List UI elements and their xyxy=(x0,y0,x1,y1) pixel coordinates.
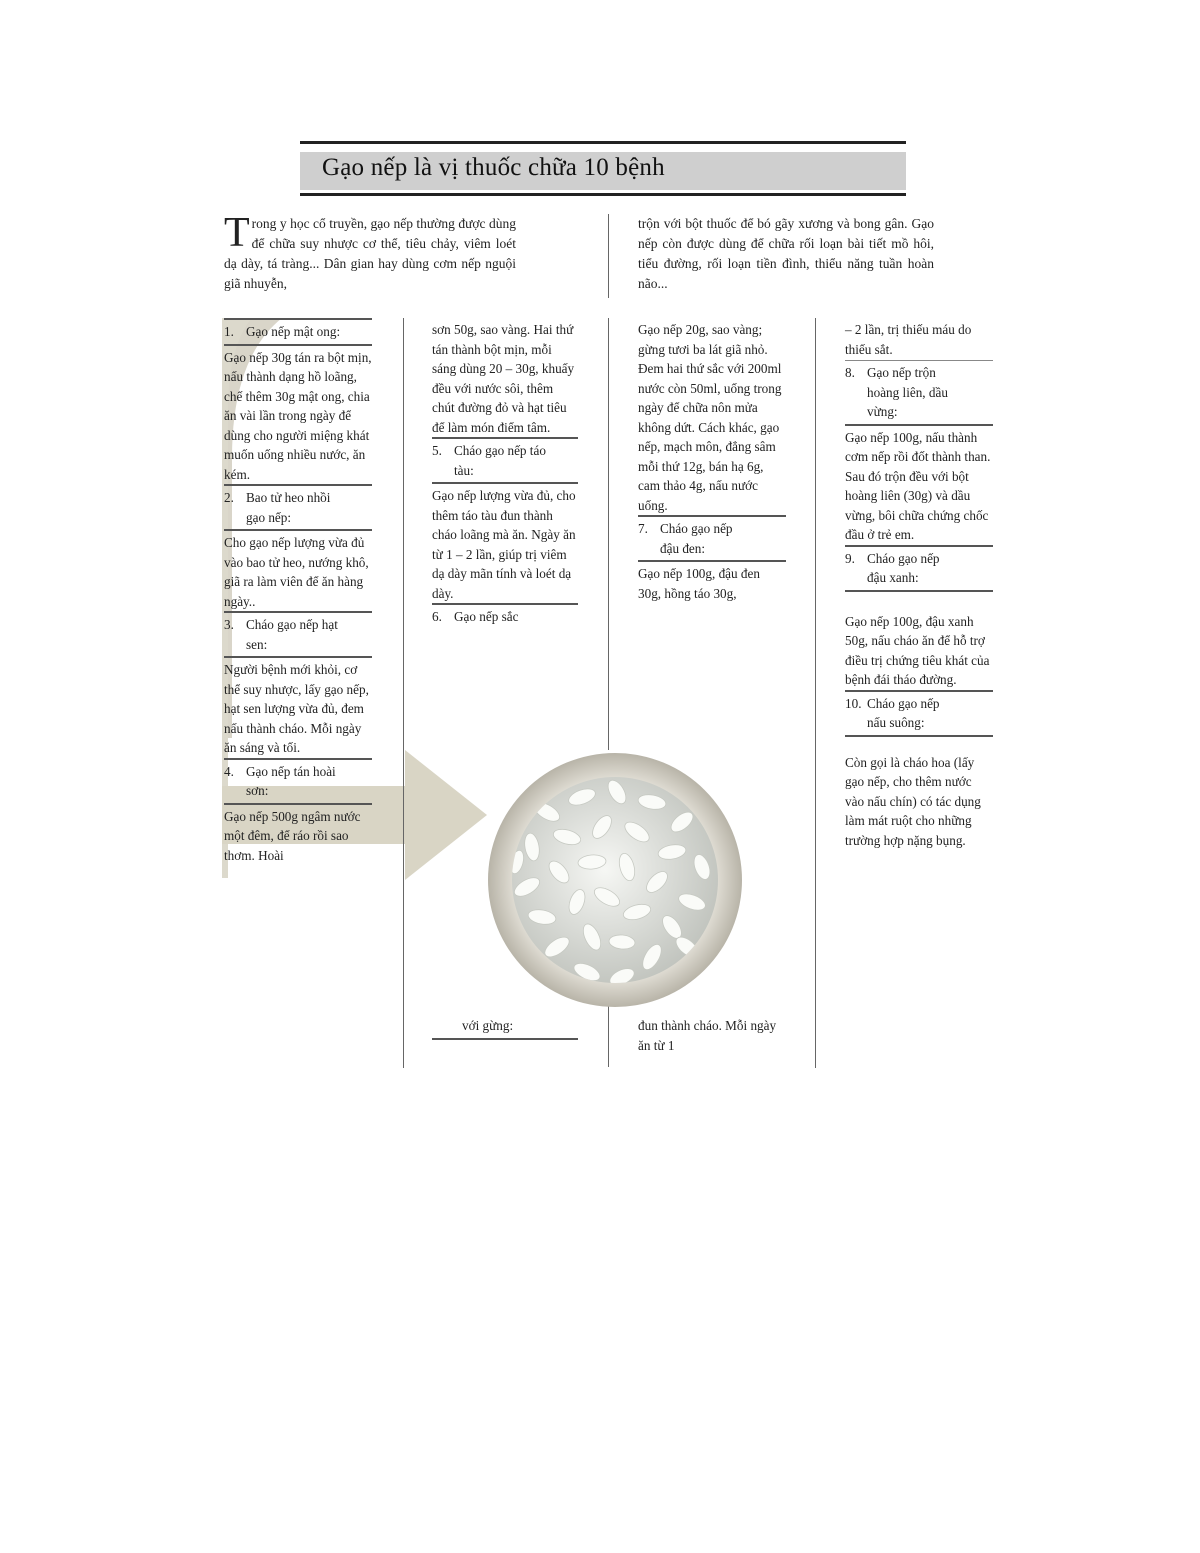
column-divider-2 xyxy=(608,318,609,750)
recipe-5-heading xyxy=(432,437,578,484)
recipe-2-number: 2. xyxy=(224,490,234,505)
recipe-7-heading xyxy=(638,515,786,562)
column-divider-1 xyxy=(403,318,404,1068)
page-title: Gạo nếp là vị thuốc chữa 10 bệnh xyxy=(322,154,665,181)
recipe-7-title: Cháo gạo nếp đậu đen: xyxy=(660,521,733,556)
recipe-5-body: Gạo nếp lượng vừa đủ, cho thêm táo tàu đun thành cháo loãng mà ăn. Ngày ăn từ 1 – 2 lần, giúp trị viêm dạ dày mãn tính và loét dạ dày. xyxy=(432,488,576,601)
title-rule-top xyxy=(300,141,906,146)
recipe-3-number: 3. xyxy=(224,617,234,632)
recipe-8-body: Gạo nếp 100g, nấu thành cơm nếp rồi đốt thành than. Sau đó trộn đều với bột hoàng liên (30g) và dầu vừng, bôi chữa chứng chốc đầu ở trẻ em. xyxy=(845,429,991,542)
intro-divider xyxy=(608,214,609,298)
recipe-10-number: 10. xyxy=(845,695,862,711)
column-divider-3 xyxy=(815,318,816,1068)
intro-left xyxy=(224,210,516,294)
recipe-4-body: Gạo nếp 500g ngâm nước một đêm, để ráo rồi sao thơm. Hoài xyxy=(224,808,361,863)
recipe-7-body: Gạo nếp 100g, đậu đen 30g, hồng táo 30g, xyxy=(638,566,760,601)
recipe-6-heading xyxy=(432,603,578,629)
recipe-2-body: Cho gạo nếp lượng vừa đủ vào bao tử heo, nướng khô, giã ra làm viên để ăn hàng ngày.. xyxy=(224,535,369,609)
recipe-7-body-cont: đun thành cháo. Mỗi ngày ăn từ 1 xyxy=(638,1018,777,1053)
intro-left-text: rong y học cổ truyền, gạo nếp thường được dùng để chữa suy nhược cơ thể, tiêu chảy, viêm loét dạ dày, tá tràng... Dân gian hay dùng cơm nếp nguội giã nhuyễn, xyxy=(224,216,516,291)
column-1 xyxy=(224,318,372,865)
intro-right: trộn với bột thuốc để bó gãy xương và bong gân. Gạo nếp còn được dùng để chữa rối loạn bài tiết mồ hôi, tiểu đường, rối loạn tiền đình, thiểu năng tuần hoàn não... xyxy=(638,216,934,291)
column-3 xyxy=(638,318,786,603)
recipe-6-title: Gạo nếp sắc xyxy=(454,609,519,624)
recipe-4-number: 4. xyxy=(224,763,234,779)
recipe-8-number: 8. xyxy=(845,365,855,380)
recipe-5-number: 5. xyxy=(432,443,442,458)
recipe-1-heading xyxy=(224,318,372,346)
recipe-1-body: Gạo nếp 30g tán ra bột mịn, nấu thành dạng hồ loãng, chế thêm 30g mật ong, chia ăn vài lần trong ngày để dùng cho người miệng khát muốn uống nhiều nước, ăn kém. xyxy=(224,349,372,482)
recipe-6-title-cont: với gừng: xyxy=(462,1018,514,1033)
recipe-9-body: Gạo nếp 100g, đậu xanh 50g, nấu cháo ăn để hỗ trợ điều trị chứng tiêu khát của bệnh đái tháo đường. xyxy=(845,613,990,687)
recipe-9-heading xyxy=(845,545,993,592)
recipe-1-number: 1. xyxy=(224,324,234,339)
recipe-6-body: Gạo nếp 20g, sao vàng; gừng tươi ba lát giã nhỏ. Đem hai thứ sắc với 200ml nước còn 50ml, uống trong ngày để chữa nôn mửa không dứt. Cách khác, gạo nếp, mạch môn, đẳng sâm mỗi thứ 12g, bán hạ 6g, cam thảo 4g, nấu nước uống. xyxy=(638,322,782,513)
recipe-6-heading-cont xyxy=(432,1016,578,1040)
recipe-10-body: Còn gọi là cháo hoa (lấy gạo nếp, cho thêm nước vào nấu chín) có tác dụng làm mát ruột cho những trường hợp nặng bụng. xyxy=(845,754,981,848)
recipe-10-heading xyxy=(845,690,993,737)
recipe-9-title: Cháo gạo nếp đậu xanh: xyxy=(867,550,940,585)
recipe-9-number: 9. xyxy=(845,550,855,566)
recipe-7-body-end: – 2 lần, trị thiếu máu do thiếu sắt. xyxy=(845,318,993,361)
recipe-8-heading xyxy=(845,361,993,426)
recipe-5-title: Cháo gạo nếp táo tàu: xyxy=(454,443,546,478)
drop-cap: T xyxy=(224,210,250,256)
recipe-2-heading xyxy=(224,484,372,531)
recipe-2-title: Bao tử heo nhồi gạo nếp: xyxy=(246,490,331,525)
title-rule-bottom xyxy=(300,191,906,196)
column-4 xyxy=(845,318,993,850)
recipe-7-number: 7. xyxy=(638,521,648,536)
recipe-10-title: Cháo gạo nếp nấu suông: xyxy=(867,695,940,730)
recipe-3-heading xyxy=(224,611,372,658)
recipe-4-body-cont: sơn 50g, sao vàng. Hai thứ tán thành bột mịn, mỗi sáng dùng 20 – 30g, khuấy đều với nước sôi, thêm chút đường đỏ và hạt tiêu để làm món điểm tâm. xyxy=(432,322,575,435)
column-divider-2-lower xyxy=(608,1005,609,1067)
column-2 xyxy=(432,318,578,629)
rice-image xyxy=(487,752,743,1008)
recipe-1-title: Gạo nếp mật ong: xyxy=(246,324,341,339)
recipe-3-body: Người bệnh mới khỏi, cơ thể suy nhược, lấy gạo nếp, hạt sen lượng vừa đủ, đem nấu thành cháo. Mỗi ngày ăn sáng và tối. xyxy=(224,662,369,755)
recipe-8-title: Gạo nếp trộn hoàng liên, dầu vừng: xyxy=(867,365,948,419)
recipe-6-number: 6. xyxy=(432,609,442,624)
recipe-4-title: Gạo nếp tán hoài sơn: xyxy=(246,763,336,798)
recipe-3-title: Cháo gạo nếp hạt sen: xyxy=(246,617,338,652)
recipe-4-heading xyxy=(224,758,372,805)
